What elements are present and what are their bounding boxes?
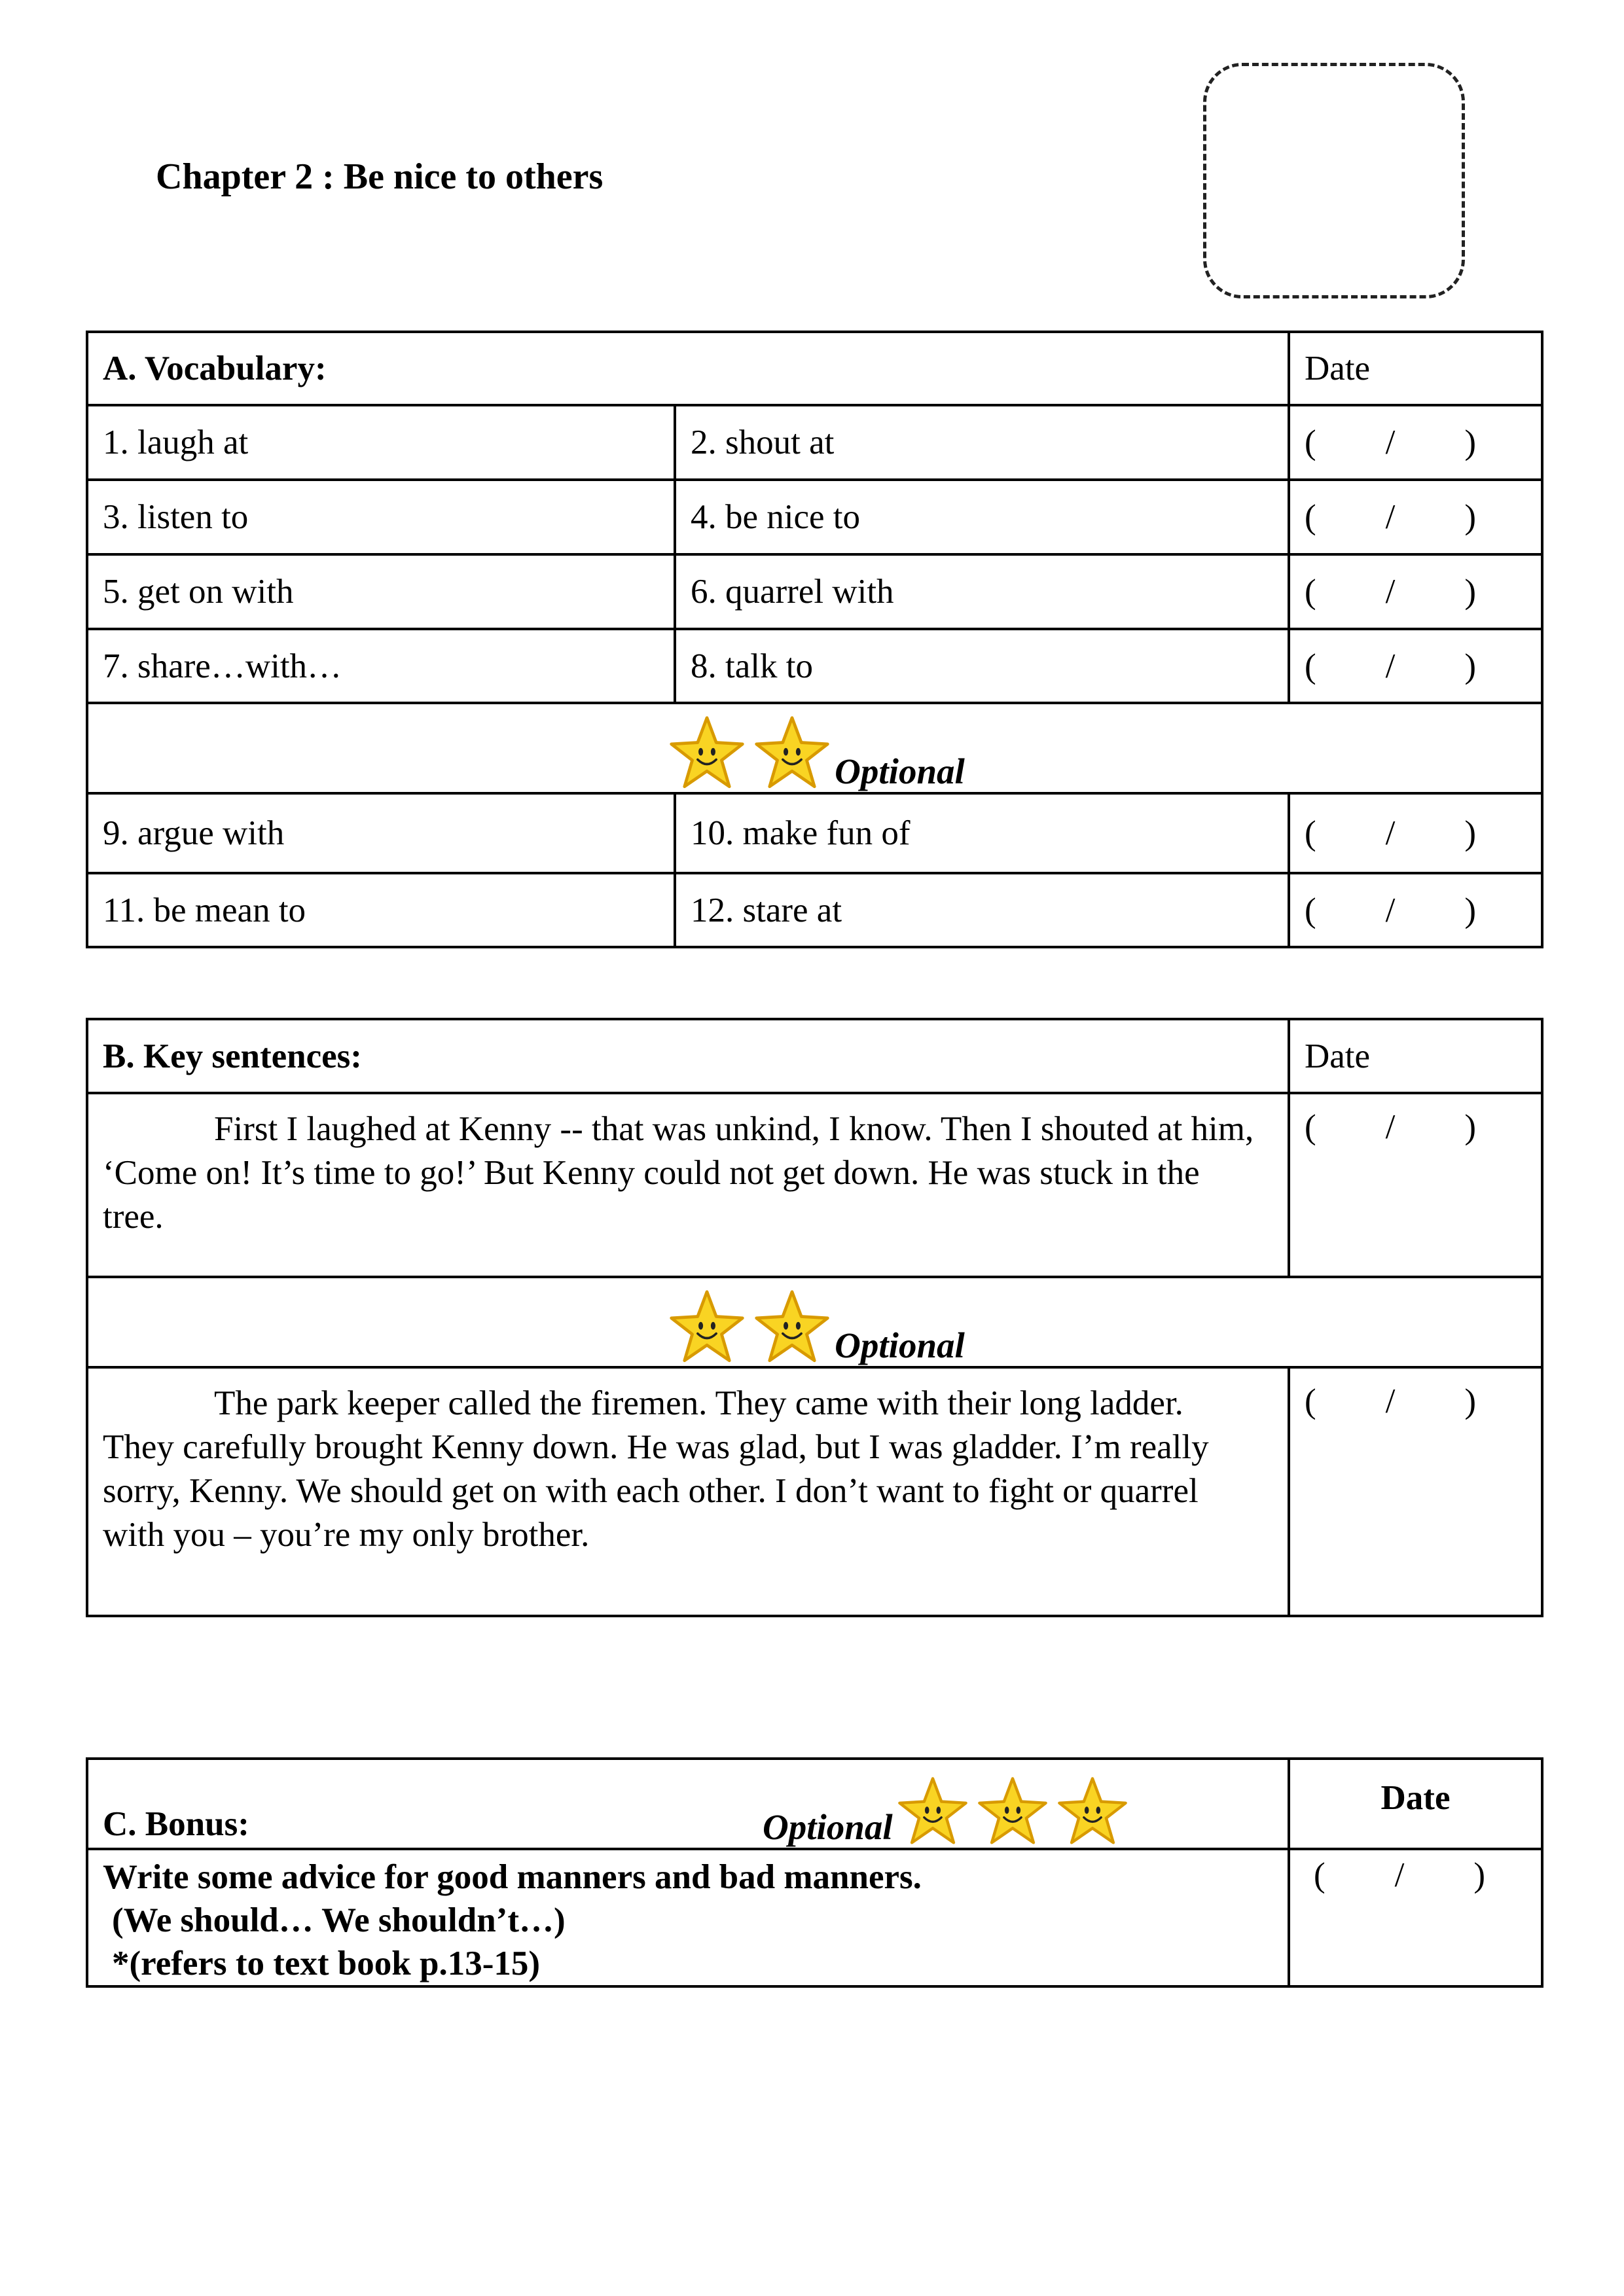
- smiling-star-icon: [977, 1776, 1049, 1848]
- date-field[interactable]: ( / ): [1289, 480, 1542, 554]
- optional-label: Optional: [763, 1807, 893, 1847]
- date-header: Date: [1289, 1759, 1542, 1849]
- vocabulary-table: [86, 331, 1543, 948]
- smiling-star-icon: [668, 715, 746, 792]
- optional-label: Optional: [835, 751, 965, 791]
- date-field[interactable]: ( / ): [1289, 629, 1542, 703]
- bonus-line: (We should… We shouldn’t…): [112, 1901, 566, 1939]
- date-field[interactable]: ( / ): [1289, 793, 1542, 873]
- vocab-item: 10. make fun of: [675, 793, 1289, 873]
- smiling-star-icon: [753, 715, 831, 792]
- date-header: Date: [1289, 332, 1542, 405]
- key-sentence-paragraph: First I laughed at Kenny -- that was unkind, I know. Then I shouted at him, ‘Come on! It’s time to go!’ But Kenny could not get down. He was stuck in the tree.: [87, 1093, 1289, 1277]
- vocab-item: 6. quarrel with: [675, 554, 1289, 629]
- vocab-item: 12. stare at: [675, 873, 1289, 947]
- vocab-item: 11. be mean to: [87, 873, 675, 947]
- optional-banner: [87, 703, 1542, 793]
- vocab-item: 1. laugh at: [87, 405, 675, 480]
- smiling-star-icon: [753, 1289, 831, 1366]
- vocab-item: 3. listen to: [87, 480, 675, 554]
- optional-banner: [87, 1277, 1542, 1367]
- vocab-item: 8. talk to: [675, 629, 1289, 703]
- stamp-box: [1203, 63, 1465, 298]
- optional-label: Optional: [835, 1325, 965, 1365]
- bonus-table: [86, 1757, 1543, 1988]
- vocabulary-heading: A. Vocabulary:: [87, 332, 1289, 405]
- key-sentence-paragraph: The park keeper called the firemen. They came with their long ladder. They carefully brought Kenny down. He was glad, but I was gladder. I’m really sorry, Kenny. We should get on with each other. I don’t want to fight or quarrel with you – you’re my only brother.: [87, 1367, 1289, 1616]
- page-title: Chapter 2 : Be nice to others: [156, 156, 604, 197]
- vocab-item: 4. be nice to: [675, 480, 1289, 554]
- date-header: Date: [1289, 1019, 1542, 1093]
- smiling-star-icon: [668, 1289, 746, 1366]
- date-field[interactable]: ( / ): [1289, 405, 1542, 480]
- bonus-line: Write some advice for good manners and bad manners.: [103, 1858, 922, 1896]
- bonus-optional-group: [763, 1776, 1132, 1848]
- key-sentences-table: [86, 1018, 1543, 1617]
- date-field[interactable]: ( / ): [1289, 1367, 1542, 1616]
- smiling-star-icon: [1056, 1776, 1128, 1848]
- date-field[interactable]: ( / ): [1289, 1849, 1542, 1986]
- vocab-item: 9. argue with: [87, 793, 675, 873]
- bonus-header-cell: [87, 1759, 1289, 1849]
- date-field[interactable]: ( / ): [1289, 554, 1542, 629]
- smiling-star-icon: [897, 1776, 969, 1848]
- vocab-item: 5. get on with: [87, 554, 675, 629]
- vocab-item: 7. share…with…: [87, 629, 675, 703]
- vocab-item: 2. shout at: [675, 405, 1289, 480]
- bonus-line: *(refers to text book p.13-15): [112, 1945, 541, 1982]
- date-field[interactable]: ( / ): [1289, 873, 1542, 947]
- date-field[interactable]: ( / ): [1289, 1093, 1542, 1277]
- key-sentences-heading: B. Key sentences:: [87, 1019, 1289, 1093]
- bonus-instructions: [87, 1849, 1289, 1986]
- bonus-heading: C. Bonus:: [103, 1805, 249, 1843]
